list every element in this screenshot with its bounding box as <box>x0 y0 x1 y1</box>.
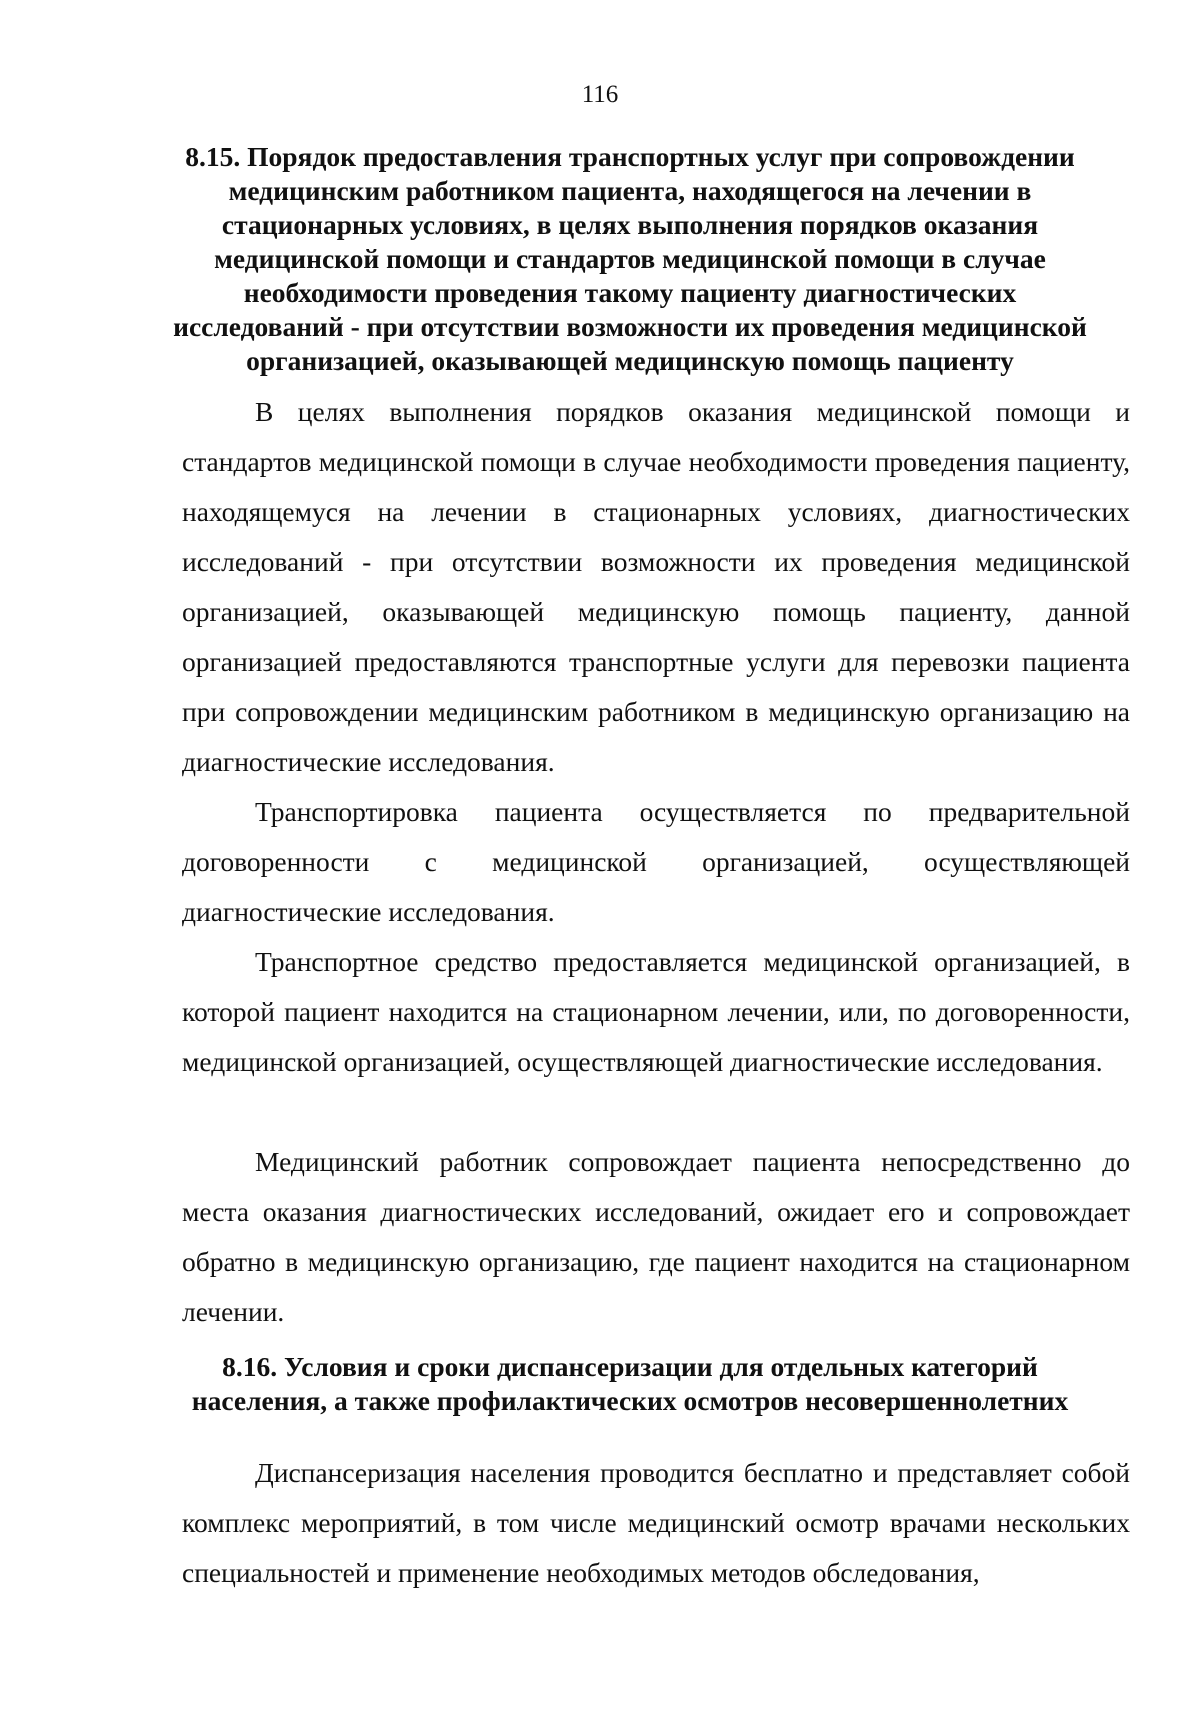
paragraph-8-15-3: Транспортное средство предоставляется медицинской организацией, в которой пациент находится на стационарном лечении, или, по договоренности, медицинской организацией, осуществляющей диагностические исследования. <box>182 946 1130 1077</box>
paragraph-8-15-2: Транспортировка пациента осуществляется по предварительной договоренности с медицинской организацией, осуществляющей диагностические исследования. <box>182 796 1130 927</box>
page-number: 116 <box>581 81 619 108</box>
paragraph-8-15-4: Медицинский работник сопровождает пациента непосредственно до места оказания диагностических исследований, ожидает его и сопровождает обратно в медицинскую организацию, где пациент находится на стационарном лечении. <box>182 1146 1130 1327</box>
section-heading-8-15: 8.15. Порядок предоставления транспортных услуг при сопровождении медицинским работником пациента, находящегося на лечении в стационарных условиях, в целях выполнения порядков оказания медицинской помощи и стандартов медицинской помощи в случае необходимости проведения такому пациенту диагностических исследований - при отсутствии возможности их проведения медицинской организацией, оказывающей медицинскую помощь пациенту <box>173 141 1087 376</box>
section-heading-8-16: 8.16. Условия и сроки диспансеризации для отдельных категорий населения, а также профилактических осмотров несовершеннолетних <box>191 1351 1069 1416</box>
paragraph-8-15-1: В целях выполнения порядков оказания медицинской помощи и стандартов медицинской помощи в случае необходимости проведения пациенту, находящемуся на лечении в стационарных условиях, диагностических исследований - при отсутствии возможности их проведения медицинской организацией, оказывающей медицинскую помощь пациенту, данной организацией предоставляются транспортные услуги для перевозки пациента при сопровождении медицинским работником в медицинскую организацию на диагностические исследования. <box>182 396 1130 777</box>
paragraph-8-16-1: Диспансеризация населения проводится бесплатно и представляет собой комплекс мероприятий, в том числе медицинский осмотр врачами нескольких специальностей и применение необходимых методов обследования, <box>182 1457 1130 1588</box>
